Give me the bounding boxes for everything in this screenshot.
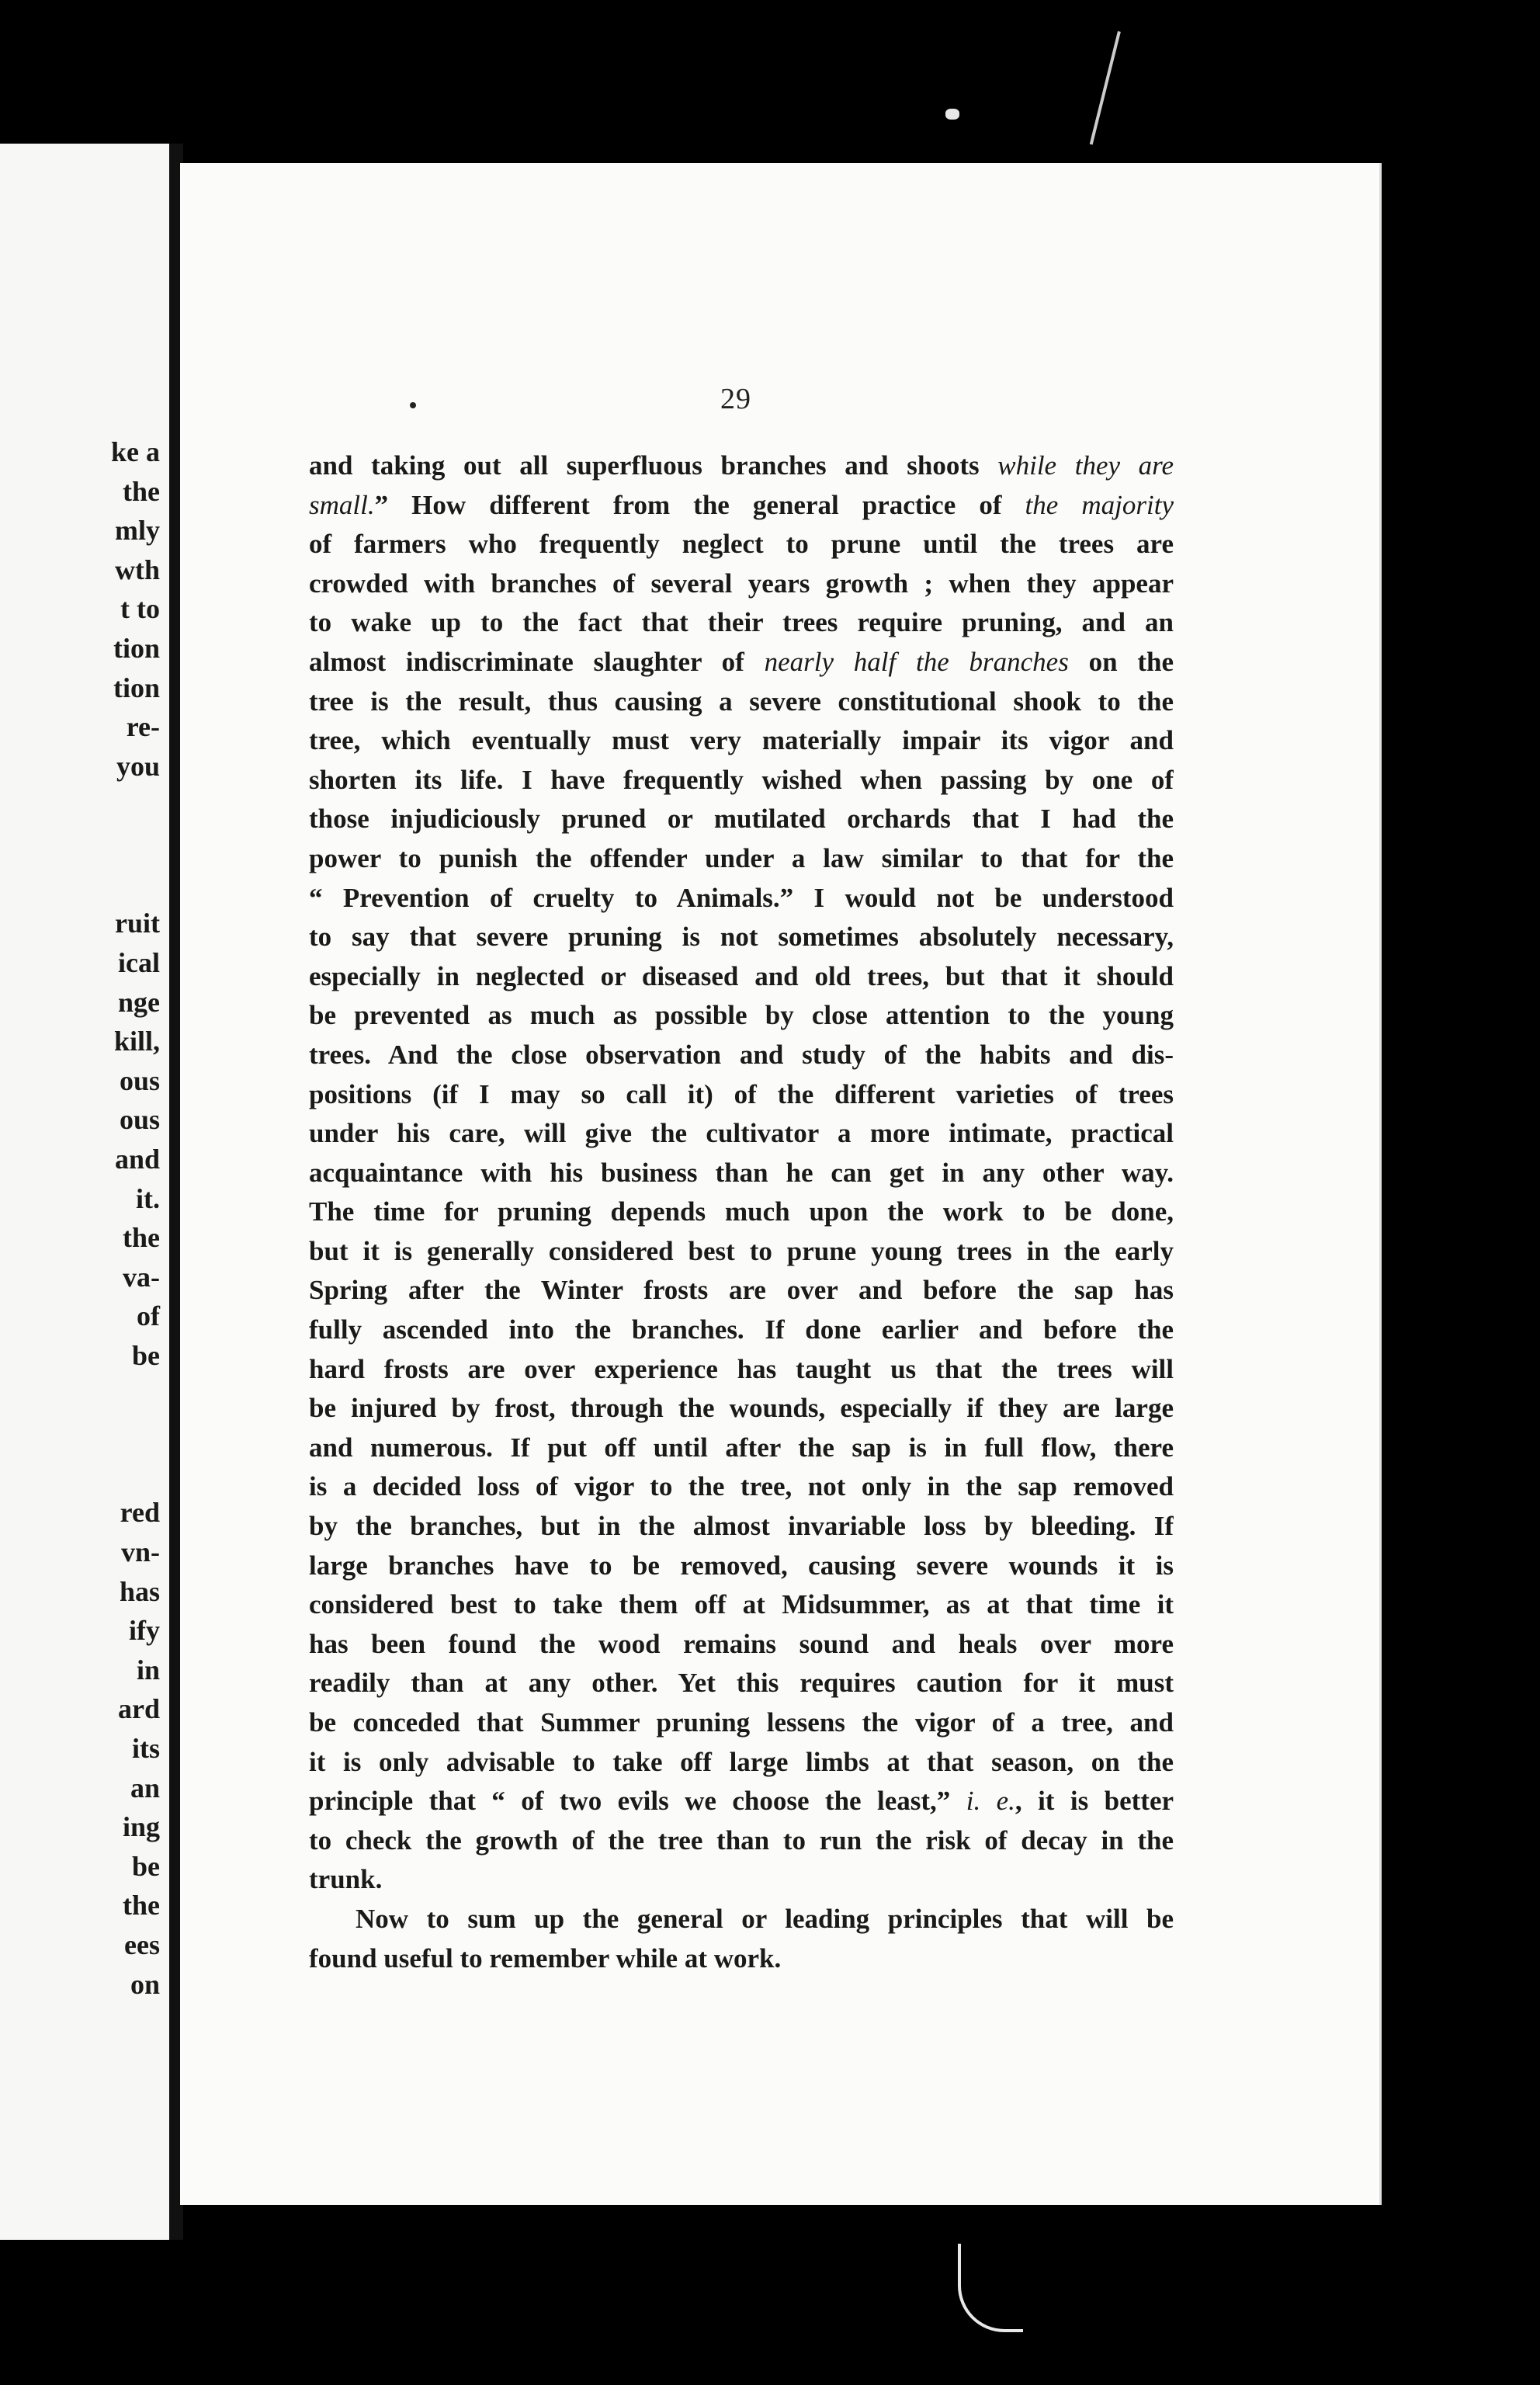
facing-page-fragment-line: va- (123, 1261, 160, 1293)
text-line: power to punish the offender under a law similar to that for the (309, 842, 1174, 873)
facing-page-paragraph-gap (111, 786, 160, 904)
text-line: but it is generally considered best to prune young trees in the early (309, 1235, 1174, 1266)
facing-page-fragment-line: ruit (115, 908, 160, 939)
text-line: to check the growth of the tree than to run the risk of decay in the (309, 1824, 1174, 1856)
facing-page-fragment-line: be (132, 1850, 160, 1882)
facing-page-fragment-line: ing (122, 1811, 160, 1843)
scan-scratch-mark (1090, 31, 1121, 145)
facing-page-fragment-line: vn- (120, 1536, 160, 1568)
facing-page-fragment-line: you (116, 750, 160, 782)
text-line: trees. And the close observation and study of the habits and dis- (309, 1039, 1174, 1070)
text-line: small.” How different from the general practice of the majority (309, 489, 1174, 520)
text-line: large branches have to be removed, causing severe wounds it is (309, 1550, 1174, 1581)
facing-page-fragment-line: be (132, 1339, 160, 1371)
closing-text-line: Now to sum up the general or leading principles that will be (356, 1903, 1174, 1934)
text-line: tree is the result, thus causing a severe constitutional shook to the (309, 686, 1174, 717)
text-line: and numerous. If put off until after the sap is in full flow, there (309, 1432, 1174, 1463)
facing-page-fragment-line: the (123, 475, 160, 507)
facing-page-fragment-line: its (132, 1733, 160, 1765)
text-line: it is only advisable to take off large limbs at that season, on the (309, 1746, 1174, 1777)
closing-text-line: found useful to remember while at work. (309, 1942, 782, 1974)
scan-blot-mark (945, 109, 959, 120)
text-line: “ Prevention of cruelty to Animals.” I would not be understood (309, 882, 1174, 913)
text-line: especially in neglected or diseased and old trees, but that it should (309, 960, 1174, 991)
text-line: trunk. (309, 1864, 383, 1895)
text-line: to say that severe pruning is not sometimes absolutely necessary, (309, 922, 1174, 953)
facing-page-fragment-line: an (130, 1772, 160, 1804)
facing-page-fragment-line: re- (126, 711, 160, 743)
text-line: to wake up to the fact that their trees require pruning, and an (309, 607, 1174, 638)
facing-page-fragment-line: red (120, 1497, 160, 1529)
text-line: positions (if I may so call it) of the different varieties of trees (309, 1078, 1174, 1109)
facing-page-fragment-line: and (114, 1143, 160, 1175)
text-line: of farmers who frequently neglect to prune until the trees are (309, 529, 1174, 560)
facing-page-fragment-line: mly (115, 515, 160, 547)
text-line: is a decided loss of vigor to the tree, not only in the sap removed (309, 1471, 1174, 1502)
facing-page-fragment (0, 144, 169, 2240)
text-line: be injured by frost, through the wounds, especially if they are large (309, 1393, 1174, 1424)
text-line: those injudiciously pruned or mutilated orchards that I had the (309, 804, 1174, 835)
facing-page-fragment-line: nge (118, 986, 160, 1018)
facing-page-line-endings (111, 432, 160, 2004)
facing-page-fragment-line: the (123, 1890, 160, 1922)
facing-page-fragment-line: ous (119, 1064, 160, 1096)
facing-page-fragment-line: ous (119, 1104, 160, 1136)
facing-page-fragment-line: tion (113, 632, 160, 664)
facing-page-fragment-line: ees (124, 1929, 160, 1960)
facing-page-fragment-line: in (136, 1654, 160, 1685)
text-line: Spring after the Winter frosts are over and before the sap has (309, 1275, 1174, 1306)
text-line: principle that “ of two evils we choose the least,” i. e., it is better (309, 1786, 1174, 1817)
text-line: hard frosts are over experience has taught us that the trees will (309, 1353, 1174, 1384)
facing-page-fragment-line: ify (129, 1615, 160, 1647)
text-line: be conceded that Summer pruning lessens the vigor of a tree, and (309, 1707, 1174, 1738)
facing-page-fragment-line: the (123, 1222, 160, 1254)
facing-page-fragment-line: on (130, 1968, 160, 2000)
text-line: be prevented as much as possible by close attention to the young (309, 1000, 1174, 1031)
text-line: fully ascended into the branches. If done earlier and before the (309, 1314, 1174, 1345)
text-line: and taking out all superfluous branches and shoots while they are (309, 450, 1174, 481)
body-text (309, 446, 1174, 1978)
facing-page-fragment-line: has (119, 1575, 160, 1607)
text-line: readily than at any other. Yet this requires caution for it must (309, 1668, 1174, 1699)
facing-page-fragment-line: kill, (113, 1026, 160, 1057)
text-line: under his care, will give the cultivator a more intimate, practical (309, 1118, 1174, 1149)
facing-page-fragment-line: it. (136, 1182, 160, 1214)
facing-page-fragment-line: ard (118, 1693, 160, 1725)
facing-page-fragment-line: t to (120, 593, 160, 625)
text-line: considered best to take them off at Midsummer, as at that time it (309, 1589, 1174, 1620)
text-line: shorten its life. I have frequently wished when passing by one of (309, 764, 1174, 795)
facing-page-paragraph-gap (111, 1375, 160, 1493)
text-line: acquaintance with his business than he can get in any other way. (309, 1157, 1174, 1188)
facing-page-fragment-line: of (137, 1300, 160, 1332)
page-number: 29 (720, 383, 751, 415)
text-line: tree, which eventually must very materially impair its vigor and (309, 725, 1174, 756)
text-line: has been found the wood remains sound and heals over more (309, 1628, 1174, 1659)
facing-page-fragment-line: ke a (111, 436, 160, 467)
text-line: crowded with branches of several years growth ; when they appear (309, 568, 1174, 599)
text-line: by the branches, but in the almost invariable loss by bleeding. If (309, 1511, 1174, 1542)
scan-curve-artifact (958, 2244, 1023, 2332)
facing-page-fragment-line: wth (114, 554, 160, 585)
stray-dot-mark (410, 402, 416, 408)
text-line: almost indiscriminate slaughter of nearly half the branches on the (309, 646, 1174, 677)
facing-page-fragment-line: tion (113, 672, 160, 703)
text-line: The time for pruning depends much upon the work to be done, (309, 1196, 1174, 1227)
facing-page-fragment-line: ical (118, 946, 160, 978)
